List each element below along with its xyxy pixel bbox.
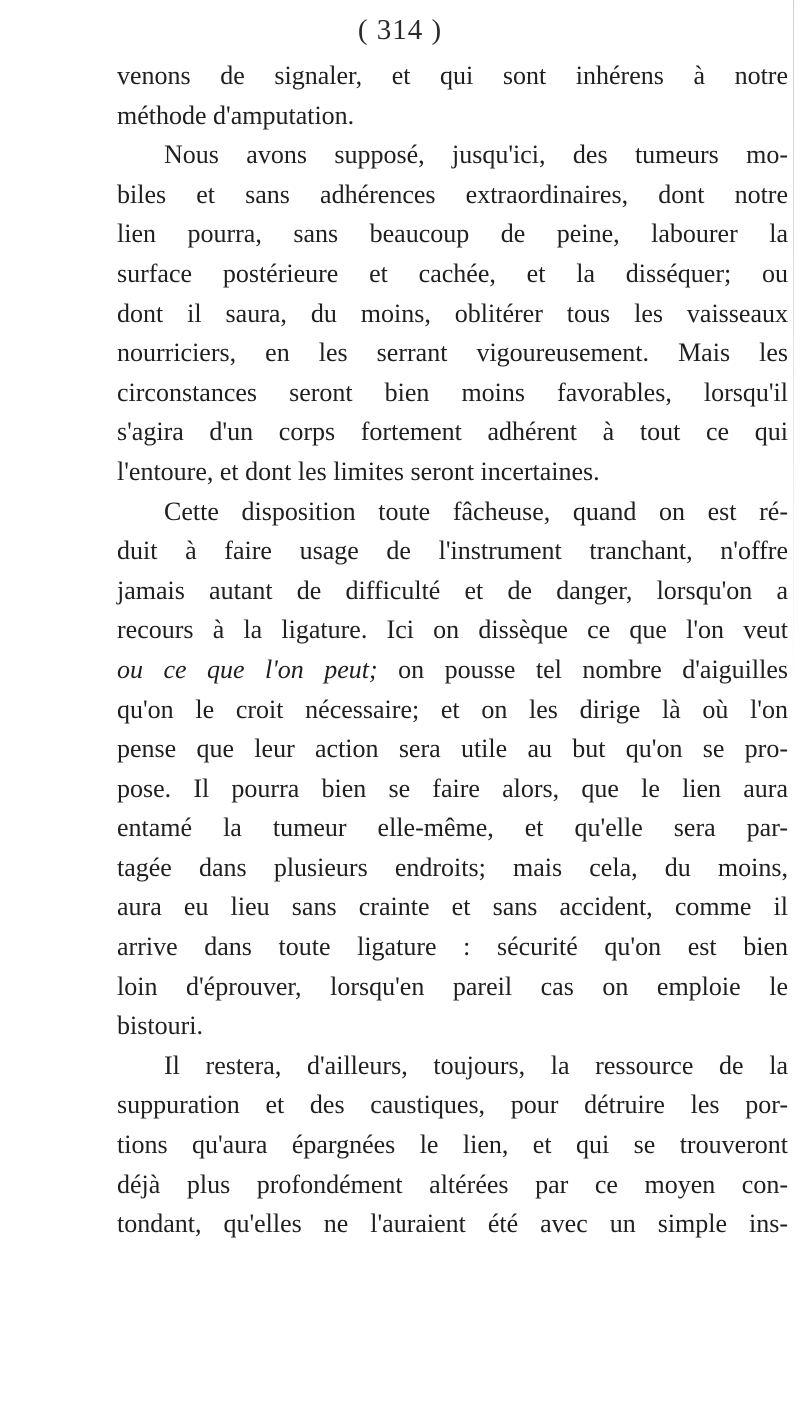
text-line: pose. Il pourra bien se faire alors, que le lien aura [117,773,788,803]
text-line: lien pourra, sans beaucoup de peine, labourer la [117,219,788,249]
text-line: loin d'éprouver, lorsqu'en pareil cas on emploie le [117,971,788,1001]
text-line: Il restera, d'ailleurs, toujours, la ressource de la [164,1050,788,1080]
text-line: Nous avons supposé, jusqu'ici, des tumeurs mo- [164,140,788,170]
body-text [117,56,788,1244]
text-line: venons de signaler, et qui sont inhérens à notre [117,61,788,90]
italic-phrase: ou ce que l'on peut; [117,654,378,684]
paragraph [117,1046,788,1244]
text-line: suppuration et des caustiques, pour détruire les por- [117,1090,788,1120]
text-line: s'agira d'un corps fortement adhérent à tout ce qui [117,417,788,447]
text-line: tondant, qu'elles ne l'auraient été avec un simple ins- [117,1209,788,1239]
text-line: pense que leur action sera utile au but qu'on se pro- [117,734,788,764]
text-line: bistouri. [117,1011,203,1041]
text-line: Cette disposition toute fâcheuse, quand on est ré- [164,496,788,526]
text-line: recours à la ligature. Ici on dissèque ce que l'on veut [117,615,788,645]
paragraph [117,56,788,135]
text-line: entamé la tumeur elle-même, et qu'elle sera par- [117,813,788,843]
text-line: déjà plus profondément altérées par ce moyen con- [117,1169,788,1199]
text-line: tagée dans plusieurs endroits; mais cela, du moins, [117,852,788,882]
text-line: arrive dans toute ligature : sécurité qu'on est bien [117,932,788,962]
text-line: nourriciers, en les serrant vigoureusement. Mais les [117,338,788,368]
text-line: biles et sans adhérences extraordinaires, dont notre [117,179,788,209]
text-line: circonstances seront bien moins favorables, lorsqu'il [117,377,788,407]
text-line: surface postérieure et cachée, et la disséquer; ou [117,258,788,288]
paragraph [117,135,788,491]
page-number: ( 314 ) [357,14,443,46]
text-line: l'entoure, et dont les limites seront incertaines. [117,456,600,486]
page-edge-shadow [793,0,794,700]
text-line: aura eu lieu sans crainte et sans accident, comme il [117,892,788,922]
text-line: duit à faire usage de l'instrument tranchant, n'offre [117,536,788,566]
text-line: qu'on le croit nécessaire; et on les dirige là où l'on [117,694,788,724]
text-line: tions qu'aura épargnées le lien, et qui se trouveront [117,1130,788,1160]
text-line: méthode d'amputation. [117,100,355,130]
text-line: jamais autant de difficulté et de danger, lorsqu'on a [117,575,788,605]
paragraph [117,492,788,1046]
text-line: dont il saura, du moins, oblitérer tous les vaisseaux [117,298,788,328]
text-line-italic-lead: ou ce que l'on peut; on pousse tel nombre d'aiguilles [117,654,789,684]
